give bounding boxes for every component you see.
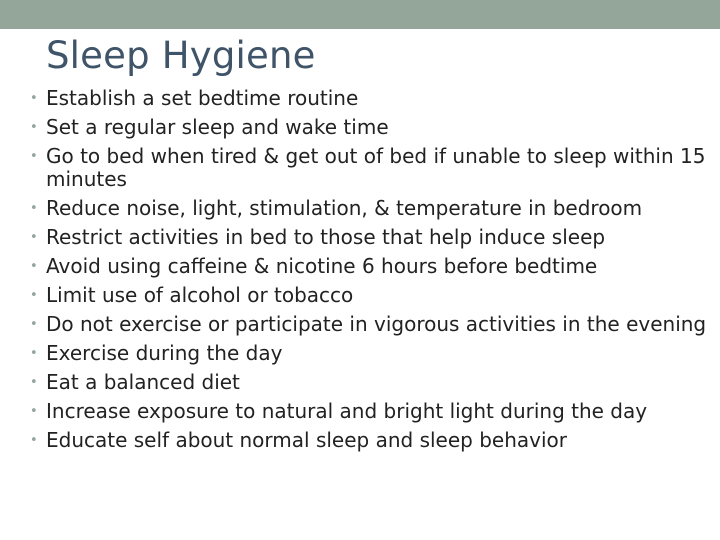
list-item: [0, 426, 712, 455]
list-item: [0, 223, 712, 252]
bullet-icon: •: [30, 201, 38, 216]
bullet-text: Set a regular sleep and wake time: [46, 115, 389, 139]
bullet-icon: •: [30, 230, 38, 245]
header-accent-bar: [0, 0, 720, 29]
bullet-icon: •: [30, 346, 38, 361]
bullet-text: Go to bed when tired & get out of bed if unable to sleep within 15 minutes: [46, 144, 706, 191]
list-item: [0, 339, 712, 368]
bullet-text: Educate self about normal sleep and sleep behavior: [46, 428, 567, 452]
bullet-text: Reduce noise, light, stimulation, & temperature in bedroom: [46, 196, 643, 220]
bullet-icon: •: [30, 120, 38, 135]
bullet-text: Avoid using caffeine & nicotine 6 hours before bedtime: [46, 254, 598, 278]
bullet-text: Do not exercise or participate in vigorous activities in the evening: [46, 312, 707, 336]
bullet-list: [0, 84, 712, 455]
slide-title: Sleep Hygiene: [46, 34, 316, 77]
bullet-text: Increase exposure to natural and bright light during the day: [46, 399, 648, 423]
bullet-icon: •: [30, 404, 38, 419]
bullet-icon: •: [30, 259, 38, 274]
list-item: [0, 368, 712, 397]
bullet-icon: •: [30, 375, 38, 390]
bullet-icon: •: [30, 288, 38, 303]
list-item: [0, 113, 712, 142]
bullet-text: Establish a set bedtime routine: [46, 86, 359, 110]
bullet-icon: •: [30, 91, 38, 106]
list-item: [0, 194, 712, 223]
bullet-icon: •: [30, 317, 38, 332]
list-item: [0, 252, 712, 281]
bullet-text: Exercise during the day: [46, 341, 283, 365]
list-item: [0, 84, 712, 113]
bullet-text: Restrict activities in bed to those that help induce sleep: [46, 225, 606, 249]
bullet-text: Limit use of alcohol or tobacco: [46, 283, 354, 307]
bullet-text: Eat a balanced diet: [46, 370, 240, 394]
bullet-icon: •: [30, 433, 38, 448]
list-item: [0, 397, 712, 426]
list-item: [0, 142, 712, 194]
bullet-icon: •: [30, 149, 38, 164]
list-item: [0, 310, 712, 339]
list-item: [0, 281, 712, 310]
